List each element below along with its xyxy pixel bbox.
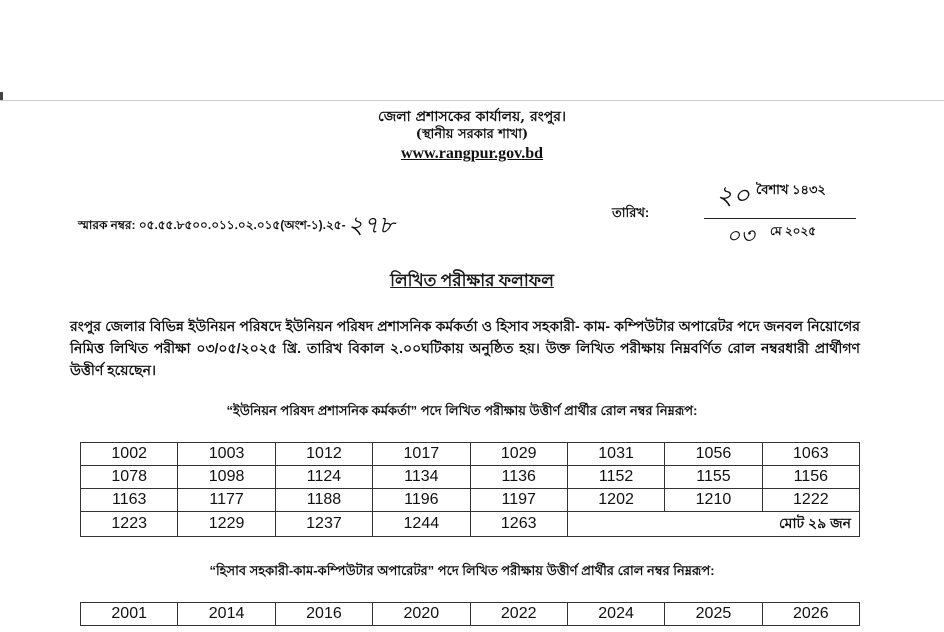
viewer-toolbar-area — [0, 0, 944, 101]
section1-roll-table — [80, 442, 860, 537]
roll-cell: 1223 — [81, 512, 178, 537]
table-row — [81, 512, 860, 537]
roll-cell: 1156 — [762, 466, 859, 489]
roll-cell: 1155 — [665, 466, 762, 489]
roll-cell: 1012 — [275, 443, 372, 466]
roll-cell: 2026 — [762, 603, 859, 626]
memo-number-text: স্মারক নম্বর: ০৫.৫৫.৮৫০০.০১১.০২.০১৫(অংশ-১).২৫- — [78, 218, 346, 232]
roll-cell: 2025 — [665, 603, 762, 626]
roll-cell: 1063 — [762, 443, 859, 466]
roll-cell: 1163 — [81, 489, 178, 512]
roll-cell: 1002 — [81, 443, 178, 466]
section2-heading: “হিসাব সহকারী-কাম-কম্পিউটার অপারেটর” পদে লিখিত পরীক্ষায় উত্তীর্ণ প্রার্থীর রোল নম্বর নিম্নরূপ: — [209, 563, 715, 578]
result-title: লিখিত পরীক্ষার ফলাফল — [390, 271, 554, 290]
total-count: মোট ২৯ জন — [567, 512, 859, 537]
roll-cell: 1078 — [81, 466, 178, 489]
roll-cell: 2020 — [373, 603, 470, 626]
roll-cell: 1263 — [470, 512, 567, 537]
roll-cell: 1136 — [470, 466, 567, 489]
memo-number-handwritten: ২৭৮ — [347, 211, 395, 239]
roll-cell: 1237 — [275, 512, 372, 537]
office-name: জেলা প্রশাসকের কার্যালয়, রংপুর। — [378, 109, 566, 125]
roll-cell: 1210 — [665, 489, 762, 512]
roll-cell: 1188 — [275, 489, 372, 512]
toolbar-edge-mark — [0, 92, 3, 100]
roll-cell: 2024 — [567, 603, 664, 626]
roll-cell: 1229 — [178, 512, 275, 537]
roll-cell: 2014 — [178, 603, 275, 626]
roll-cell: 1017 — [373, 443, 470, 466]
section1-heading: “ইউনিয়ন পরিষদ প্রশাসনিক কর্মকর্তা” পদে লিখিত পরীক্ষায় উত্তীর্ণ প্রার্থীর রোল নম্বর নিম্নরূপ: — [226, 403, 698, 418]
roll-cell: 1244 — [373, 512, 470, 537]
roll-cell: 1222 — [762, 489, 859, 512]
section2-roll-table — [80, 602, 860, 626]
roll-cell: 1152 — [567, 466, 664, 489]
roll-cell: 1177 — [178, 489, 275, 512]
roll-cell: 1202 — [567, 489, 664, 512]
office-website-link[interactable]: www.rangpur.gov.bd — [400, 145, 544, 162]
document-page — [0, 101, 944, 632]
roll-cell: 1124 — [275, 466, 372, 489]
roll-cell: 2016 — [275, 603, 372, 626]
roll-cell: 2022 — [470, 603, 567, 626]
date-english-day-handwritten: ০৩ — [726, 224, 755, 249]
roll-cell: 1029 — [470, 443, 567, 466]
roll-cell: 1056 — [665, 443, 762, 466]
roll-cell: 1031 — [567, 443, 664, 466]
memo-number — [78, 207, 394, 247]
notice-paragraph: রংপুর জেলার বিভিন্ন ইউনিয়ন পরিষদে ইউনিয়ন পরিষদ প্রশাসনিক কর্মকর্তা ও হিসাব সহকারী- কাম- কম্পিউটার অপারেটর পদে জনবল নিয়োগের নিমিত্ত লিখিত পরীক্ষা ০৩/০৫/২০২৫ খ্রি. তারিখ বিকাল ২.০০ঘটিকায় অনুষ্ঠিত হয়। উক্ত লিখিত পরীক্ষায় নিম্নবর্ণিত রোল নম্বরধারী প্রার্থীগণ উত্তীর্ণ হয়েছেন। — [70, 318, 860, 378]
date-bangla-month-year: বৈশাখ ১৪৩২ — [756, 182, 826, 197]
date-english-month-year: মে ২০২৫ — [770, 224, 817, 238]
roll-cell: 1098 — [178, 466, 275, 489]
roll-cell: 1196 — [373, 489, 470, 512]
roll-cell: 1003 — [178, 443, 275, 466]
roll-cell: 1197 — [470, 489, 567, 512]
date-label: তারিখ: — [612, 205, 650, 220]
roll-cell: 1134 — [373, 466, 470, 489]
table-row — [81, 466, 860, 489]
office-section: (স্থানীয় সরকার শাখা) — [415, 127, 529, 142]
roll-cell: 2001 — [81, 603, 178, 626]
table-row — [81, 443, 860, 466]
table-row — [81, 603, 860, 626]
date-bangla-day-handwritten: ২০ — [716, 181, 750, 211]
table-row — [81, 489, 860, 512]
